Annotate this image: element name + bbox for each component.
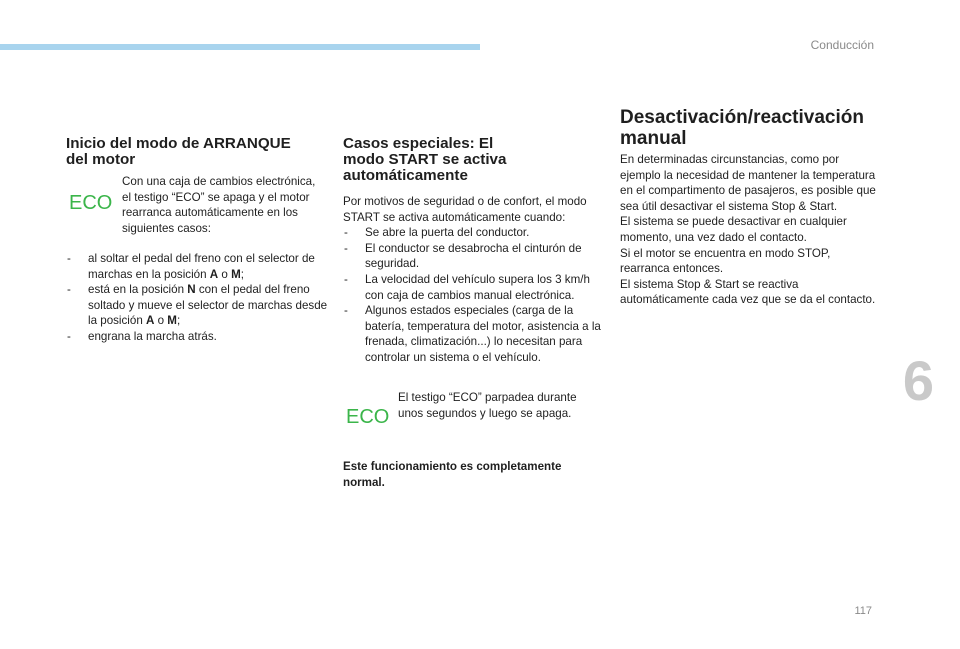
list-item: - engrana la marcha atrás.	[66, 329, 328, 345]
list-item: - El conductor se desabrocha el cinturón de seguridad.	[343, 241, 601, 272]
eco-icon	[345, 404, 391, 428]
paragraph: En determinadas circunstancias, como por ejemplo la necesidad de mantener la temperatura en el compartimento de pasajeros, es posible que sea útil desactivar el sistema Stop & Start.	[620, 153, 876, 213]
list-item: - está en la posición N con el pedal del freno soltado y mueve el selector de marchas desde la posición A o M;	[66, 282, 328, 329]
header-accent-bar	[0, 44, 480, 50]
start-mode-heading: Inicio del modo de ARRANQUE del motor	[66, 135, 291, 168]
list-item: - al soltar el pedal del freno con el selector de marchas en la posición A o M;	[66, 251, 328, 282]
normal-operation-note	[343, 459, 593, 490]
paragraph: El sistema Stop & Start se reactiva automáticamente cada vez que se da el contacto.	[620, 277, 876, 307]
special-cases-intro: Por motivos de seguridad o de confort, el modo START se activa automáticamente cuando:	[343, 195, 587, 224]
special-cases-body	[343, 194, 601, 366]
paragraph: Si el motor se encuentra en modo STOP, rearranca entonces.	[620, 246, 831, 276]
list-item: - Se abre la puerta del conductor.	[343, 225, 601, 241]
chapter-number: 6	[902, 349, 934, 412]
manual-toggle-heading: Desactivación/reactivación manual	[620, 107, 864, 149]
eco-icon	[68, 190, 114, 214]
eco-blink-text-block	[398, 390, 598, 421]
paragraph: El sistema se puede desactivar en cualquier momento, una vez dado el contacto.	[620, 215, 847, 244]
eco-off-text: Con una caja de cambios electrónica, el testigo “ECO” se apaga y el motor rearranca automáticamente en los siguientes casos:	[122, 175, 316, 235]
list-item: - Algunos estados especiales (carga de la batería, temperatura del motor, asistencia a la frenada, climatización...) lo necesitan para controlar un sistema o el vehículo.	[343, 303, 601, 365]
normal-operation-text: Este funcionamiento es completamente normal.	[343, 460, 562, 489]
column-manual-toggle	[620, 108, 880, 149]
eco-icon-text: ECO	[69, 192, 113, 214]
start-conditions-list	[66, 251, 328, 345]
column-start-mode	[66, 136, 326, 168]
special-cases-heading: Casos especiales: El modo START se activa automáticamente	[343, 135, 507, 184]
eco-off-text-block	[122, 174, 322, 236]
section-title: Conducción	[810, 38, 874, 52]
page-number: 117	[854, 605, 872, 617]
manual-toggle-body	[620, 152, 882, 308]
list-item: - La velocidad del vehículo supera los 3 km/h con caja de cambios manual electrónica.	[343, 272, 601, 303]
column-special-cases	[343, 136, 593, 184]
eco-icon-text: ECO	[346, 406, 390, 428]
eco-blink-text: El testigo “ECO” parpadea durante unos segundos y luego se apaga.	[398, 391, 577, 420]
